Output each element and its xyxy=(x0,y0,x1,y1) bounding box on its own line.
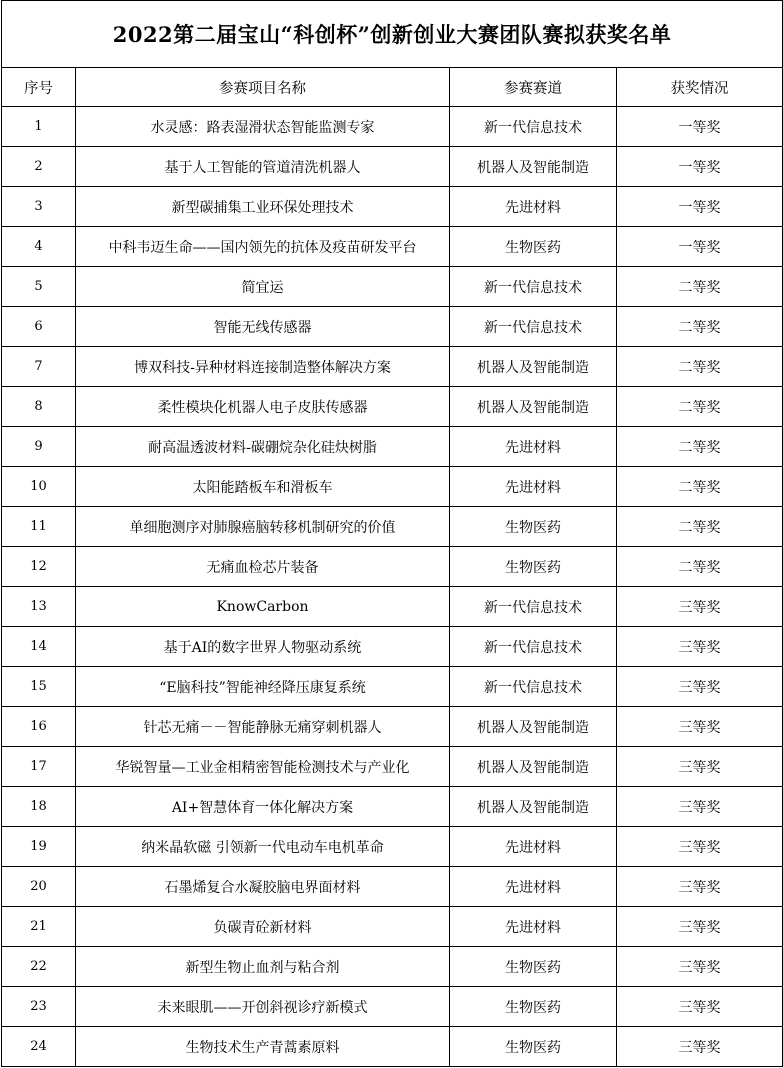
cell-track: 生物医药 xyxy=(450,547,617,587)
cell-no: 10 xyxy=(2,467,76,507)
table-row xyxy=(2,907,783,947)
cell-no: 8 xyxy=(2,387,76,427)
cell-award: 三等奖 xyxy=(617,907,783,947)
cell-award: 三等奖 xyxy=(617,667,783,707)
cell-award: 三等奖 xyxy=(617,1027,783,1067)
cell-track: 先进材料 xyxy=(450,467,617,507)
cell-award: 二等奖 xyxy=(617,427,783,467)
cell-award: 二等奖 xyxy=(617,547,783,587)
cell-project: 柔性模块化机器人电子皮肤传感器 xyxy=(76,387,450,427)
cell-project: 纳米晶软磁 引领新一代电动车电机革命 xyxy=(76,827,450,867)
cell-project: 生物技术生产青蒿素原料 xyxy=(76,1027,450,1067)
column-header-project: 参赛项目名称 xyxy=(76,68,450,107)
cell-no: 14 xyxy=(2,627,76,667)
cell-track: 新一代信息技术 xyxy=(450,107,617,147)
cell-project: 博双科技-异种材料连接制造整体解决方案 xyxy=(76,347,450,387)
cell-project: 华锐智量—工业金相精密智能检测技术与产业化 xyxy=(76,747,450,787)
column-header-award: 获奖情况 xyxy=(617,68,783,107)
table-row xyxy=(2,1027,783,1067)
cell-no: 7 xyxy=(2,347,76,387)
table-row xyxy=(2,547,783,587)
cell-award: 二等奖 xyxy=(617,467,783,507)
cell-award: 一等奖 xyxy=(617,187,783,227)
cell-no: 13 xyxy=(2,587,76,627)
cell-project: AI+智慧体育一体化解决方案 xyxy=(76,787,450,827)
page-title: 2022第二届宝山“科创杯”创新创业大赛团队赛拟获奖名单 xyxy=(2,1,783,68)
table-row xyxy=(2,307,783,347)
title-row xyxy=(2,1,783,68)
cell-project: 未来眼肌——开创斜视诊疗新模式 xyxy=(76,987,450,1027)
cell-project: 无痛血检芯片装备 xyxy=(76,547,450,587)
table-row xyxy=(2,587,783,627)
cell-track: 新一代信息技术 xyxy=(450,267,617,307)
table-row xyxy=(2,867,783,907)
cell-track: 生物医药 xyxy=(450,987,617,1027)
table-row xyxy=(2,267,783,307)
cell-no: 2 xyxy=(2,147,76,187)
cell-award: 三等奖 xyxy=(617,707,783,747)
cell-project: 负碳青砼新材料 xyxy=(76,907,450,947)
cell-track: 先进材料 xyxy=(450,427,617,467)
table-row xyxy=(2,507,783,547)
cell-track: 生物医药 xyxy=(450,507,617,547)
cell-track: 机器人及智能制造 xyxy=(450,787,617,827)
cell-track: 新一代信息技术 xyxy=(450,627,617,667)
cell-track: 新一代信息技术 xyxy=(450,587,617,627)
cell-project: “E脑科技”智能神经降压康复系统 xyxy=(76,667,450,707)
cell-track: 先进材料 xyxy=(450,907,617,947)
table-row xyxy=(2,827,783,867)
cell-award: 二等奖 xyxy=(617,347,783,387)
table-row xyxy=(2,347,783,387)
table-row xyxy=(2,787,783,827)
table-row xyxy=(2,747,783,787)
cell-project: 智能无线传感器 xyxy=(76,307,450,347)
cell-project: 水灵感：路表湿滑状态智能监测专家 xyxy=(76,107,450,147)
cell-award: 二等奖 xyxy=(617,267,783,307)
cell-award: 二等奖 xyxy=(617,307,783,347)
cell-no: 11 xyxy=(2,507,76,547)
table-row xyxy=(2,467,783,507)
cell-track: 机器人及智能制造 xyxy=(450,347,617,387)
cell-award: 二等奖 xyxy=(617,507,783,547)
cell-no: 19 xyxy=(2,827,76,867)
cell-no: 23 xyxy=(2,987,76,1027)
table-row xyxy=(2,107,783,147)
cell-no: 24 xyxy=(2,1027,76,1067)
cell-track: 机器人及智能制造 xyxy=(450,147,617,187)
cell-no: 15 xyxy=(2,667,76,707)
cell-no: 5 xyxy=(2,267,76,307)
table-row xyxy=(2,187,783,227)
cell-no: 16 xyxy=(2,707,76,747)
column-header-track: 参赛赛道 xyxy=(450,68,617,107)
cell-award: 一等奖 xyxy=(617,147,783,187)
cell-award: 三等奖 xyxy=(617,747,783,787)
cell-project: 新型生物止血剂与粘合剂 xyxy=(76,947,450,987)
cell-track: 生物医药 xyxy=(450,1027,617,1067)
cell-award: 三等奖 xyxy=(617,627,783,667)
cell-award: 一等奖 xyxy=(617,227,783,267)
table-body xyxy=(2,107,783,1067)
cell-track: 机器人及智能制造 xyxy=(450,387,617,427)
cell-track: 先进材料 xyxy=(450,827,617,867)
cell-no: 1 xyxy=(2,107,76,147)
table-row xyxy=(2,987,783,1027)
cell-no: 9 xyxy=(2,427,76,467)
cell-project: 中科韦迈生命——国内领先的抗体及疫苗研发平台 xyxy=(76,227,450,267)
cell-track: 机器人及智能制造 xyxy=(450,707,617,747)
cell-project: 石墨烯复合水凝胶脑电界面材料 xyxy=(76,867,450,907)
cell-no: 18 xyxy=(2,787,76,827)
cell-project: 单细胞测序对肺腺癌脑转移机制研究的价值 xyxy=(76,507,450,547)
cell-project: 新型碳捕集工业环保处理技术 xyxy=(76,187,450,227)
cell-project: 基于人工智能的管道清洗机器人 xyxy=(76,147,450,187)
award-table xyxy=(1,0,783,1067)
cell-award: 二等奖 xyxy=(617,387,783,427)
column-header-no: 序号 xyxy=(2,68,76,107)
cell-award: 三等奖 xyxy=(617,827,783,867)
table-row xyxy=(2,667,783,707)
table-header-row xyxy=(2,68,783,107)
cell-award: 三等奖 xyxy=(617,947,783,987)
cell-no: 4 xyxy=(2,227,76,267)
table-row xyxy=(2,707,783,747)
cell-no: 21 xyxy=(2,907,76,947)
table-row xyxy=(2,147,783,187)
cell-track: 生物医药 xyxy=(450,227,617,267)
cell-award: 三等奖 xyxy=(617,787,783,827)
table-row xyxy=(2,947,783,987)
cell-project: 简宜运 xyxy=(76,267,450,307)
cell-track: 新一代信息技术 xyxy=(450,307,617,347)
cell-track: 先进材料 xyxy=(450,187,617,227)
cell-award: 一等奖 xyxy=(617,107,783,147)
cell-track: 新一代信息技术 xyxy=(450,667,617,707)
table-row xyxy=(2,387,783,427)
cell-project: 耐高温透波材料-碳硼烷杂化硅炔树脂 xyxy=(76,427,450,467)
cell-project: 基于AI的数字世界人物驱动系统 xyxy=(76,627,450,667)
cell-no: 17 xyxy=(2,747,76,787)
table-row xyxy=(2,227,783,267)
cell-no: 12 xyxy=(2,547,76,587)
cell-no: 22 xyxy=(2,947,76,987)
cell-award: 三等奖 xyxy=(617,987,783,1027)
cell-award: 三等奖 xyxy=(617,587,783,627)
cell-project: 太阳能踏板车和滑板车 xyxy=(76,467,450,507)
cell-project: KnowCarbon xyxy=(76,587,450,627)
cell-no: 20 xyxy=(2,867,76,907)
cell-track: 机器人及智能制造 xyxy=(450,747,617,787)
cell-no: 3 xyxy=(2,187,76,227)
cell-no: 6 xyxy=(2,307,76,347)
table-row xyxy=(2,627,783,667)
table-row xyxy=(2,427,783,467)
cell-track: 生物医药 xyxy=(450,947,617,987)
cell-award: 三等奖 xyxy=(617,867,783,907)
cell-project: 针芯无痛－－智能静脉无痛穿刺机器人 xyxy=(76,707,450,747)
cell-track: 先进材料 xyxy=(450,867,617,907)
